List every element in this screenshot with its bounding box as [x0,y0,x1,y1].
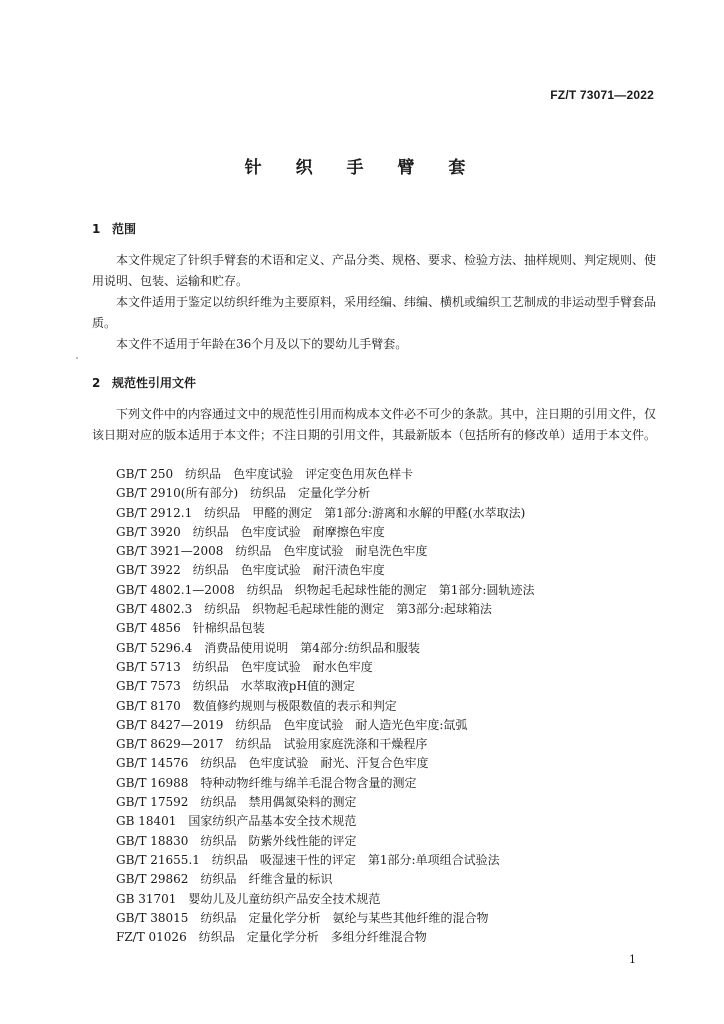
reference-list [116,465,534,947]
reference-item: GB/T 8629—2017 纺织品 试验用家庭洗涤和干燥程序 [116,737,428,752]
reference-item: GB/T 17592 纺织品 禁用偶氮染料的测定 [116,795,357,810]
reference-item: GB/T 5296.4 消费品使用说明 第4部分:纺织品和服装 [116,640,420,655]
section-2-number: 2 [92,376,101,390]
reference-item: GB/T 38015 纺织品 定量化学分析 氨纶与某些其他纤维的混合物 [116,910,489,925]
reference-item: GB/T 29862 纺织品 纤维含量的标识 [116,872,333,887]
section-2-title: 规范性引用文件 [112,376,197,390]
reference-item: GB/T 5713 纺织品 色牢度试验 耐水色牢度 [116,659,373,674]
reference-item: GB/T 16988 特种动物纤维与绵羊毛混合物含量的测定 [116,775,417,790]
reference-item: FZ/T 01026 纺织品 定量化学分析 多组分纤维混合物 [116,930,427,945]
section-1-number: 1 [92,222,101,236]
scope-paragraph-2: 本文件适用于鉴定以纺织纤维为主要原料，采用经编、纬编、横机或编织工艺制成的非运动型手臂套品质。 [92,295,657,330]
reference-item: GB/T 4802.3 纺织品 织物起毛起球性能的测定 第3部分:起球箱法 [116,602,492,617]
reference-item: GB/T 4856 针棉织品包装 [116,621,265,636]
reference-item: GB 31701 婴幼儿及儿童纺织产品安全技术规范 [116,891,381,906]
reference-item: GB/T 3920 纺织品 色牢度试验 耐摩擦色牢度 [116,524,385,539]
reference-item: GB/T 8170 数值修约规则与极限数值的表示和判定 [116,698,397,713]
reference-item: GB/T 3922 纺织品 色牢度试验 耐汗渍色牢度 [116,563,385,578]
reference-item: GB/T 2912.1 纺织品 甲醛的测定 第1部分:游离和水解的甲醛(水萃取法) [116,505,526,520]
scope-paragraph-3: 本文件不适用于年龄在36个月及以下的婴幼儿手臂套。 [116,337,408,351]
reference-item: GB/T 21655.1 纺织品 吸湿速干性的评定 第1部分:单项组合试验法 [116,852,500,867]
reference-item: GB/T 8427—2019 纺织品 色牢度试验 耐人造光色牢度:氙弧 [116,717,468,732]
section-1-title: 范围 [112,222,137,236]
reference-item: GB/T 7573 纺织品 水萃取液pH值的测定 [116,679,355,694]
reference-item: GB/T 18830 纺织品 防紫外线性能的评定 [116,833,357,848]
reference-item: GB 18401 国家纺织产品基本安全技术规范 [116,814,357,829]
reference-item: GB/T 3921—2008 纺织品 色牢度试验 耐皂洗色牢度 [116,544,428,559]
scan-speck [76,357,78,359]
section-2-heading [92,374,196,391]
reference-item: GB/T 14576 纺织品 色牢度试验 耐光、汗复合色牢度 [116,756,429,771]
scope-paragraph-1: 本文件规定了针织手臂套的术语和定义、产品分类、规格、要求、检验方法、抽样规则、判定规则、使用说明、包装、运输和贮存。 [92,253,657,288]
normative-references-intro: 下列文件中的内容通过文中的规范性引用而构成本文件必不可少的条款。其中，注日期的引用文件，仅该日期对应的版本适用于本文件；不注日期的引用文件，其最新版本（包括所有的修改单）适用于本文件。 [92,407,657,442]
reference-item: GB/T 2910(所有部分) 纺织品 定量化学分析 [116,486,371,501]
document-title: 针 织 手 臂 套 [244,158,480,178]
reference-item: GB/T 4802.1—2008 纺织品 织物起毛起球性能的测定 第1部分:圆轨迹法 [116,582,535,597]
page-number: 1 [629,953,636,966]
reference-item: GB/T 250 纺织品 色牢度试验 评定变色用灰色样卡 [116,467,414,481]
standard-code: FZ/T 73071—2022 [550,88,654,102]
section-1-heading [92,220,136,237]
